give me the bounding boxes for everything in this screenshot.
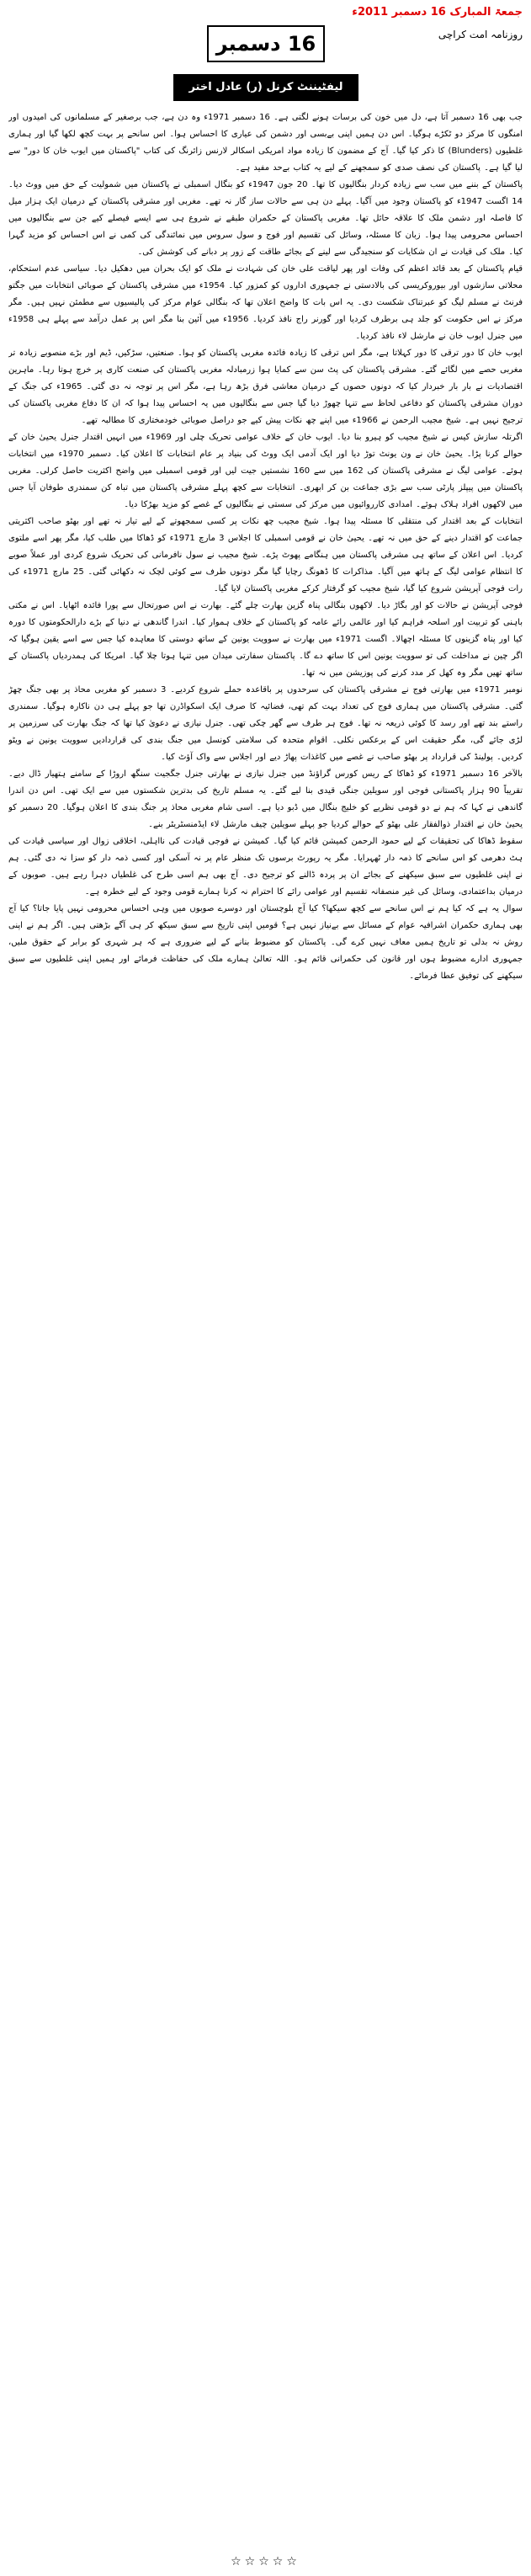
article-body bbox=[8, 109, 523, 2547]
article-title: 16 دسمبر bbox=[207, 25, 325, 62]
paragraph: بالآخر 16 دسمبر 1971ء کو ڈھاکا کے ریس کورس گراؤنڈ میں جنرل نیازی نے بھارتی جنرل جگجیت سنگھ اروڑا کے سامنے ہتھیار ڈال دیے۔ تقریباً 90 ہزار پاکستانی فوجی اور سویلین جنگی قیدی بنا لیے گئے۔ یہ مسلم تاریخ کی بدترین شکستوں میں سے ایک تھی۔ اس دن اندرا گاندھی نے کہا کہ ہم نے دو قومی نظریے کو خلیج بنگال میں ڈبو دیا ہے۔ اسی شام مغربی محاذ پر جنگ بندی کا اعلان ہوگیا۔ 20 دسمبر کو یحییٰ خان نے اقتدار ذوالفقار علی بھٹو کے حوالے کردیا جو پہلے سویلین چیف مارشل لاء ایڈمنسٹریٹر بنے۔ bbox=[8, 769, 523, 829]
author-byline: لیفٹیننٹ کرنل (ر) عادل اختر bbox=[173, 74, 358, 101]
dateline: جمعۃ المبارک 16 دسمبر 2011ء bbox=[352, 6, 523, 19]
paragraph: اگرتلہ سازش کیس نے شیخ مجیب کو ہیرو بنا دیا۔ ایوب خان کے خلاف عوامی تحریک چلی اور 1969ء میں انہیں اقتدار جنرل یحییٰ خان کے حوالے کرنا پڑا۔ یحییٰ خان نے ون یونٹ توڑ دیا اور ایک آدمی ایک ووٹ کی بنیاد پر عام انتخابات کا اعلان کیا۔ دسمبر 1970ء میں انتخابات ہوئے۔ عوامی لیگ نے مشرقی پاکستان کی 162 میں سے 160 نشستیں جیت لیں اور قومی اسمبلی میں واضح اکثریت حاصل کرلی۔ مغربی پاکستان میں پیپلز پارٹی سب سے بڑی جماعت بن کر ابھری۔ انتخابات سے کچھ پہلے مشرقی پاکستان میں تباہ کن سمندری طوفان آیا جس میں لاکھوں افراد ہلاک ہوئے۔ امدادی کارروائیوں میں مرکز کی سستی نے بنگالیوں کے غصے کو مزید بھڑکا دیا۔ bbox=[8, 433, 523, 509]
paragraph: فوجی آپریشن نے حالات کو اور بگاڑ دیا۔ لاکھوں بنگالی پناہ گزین بھارت چلے گئے۔ بھارت نے اس صورتحال سے پورا فائدہ اٹھایا۔ اس نے مکتی باہنی کو تربیت اور اسلحہ فراہم کیا اور عالمی رائے عامہ کو پاکستان کے خلاف ہموار کیا۔ اندرا گاندھی نے دنیا کے بڑے دارالحکومتوں کا دورہ کیا اور پناہ گزینوں کا مسئلہ اچھالا۔ اگست 1971ء میں بھارت نے سوویت یونین کے ساتھ دوستی کا معاہدہ کیا جس سے اسے یقین ہوگیا کہ اگر چین نے مداخلت کی تو سوویت یونین اس کا ساتھ دے گا۔ پاکستان سفارتی میدان میں تنہا ہوتا چلا گیا۔ امریکا کی ہمدردیاں پاکستان کے ساتھ تھیں مگر وہ کھل کر مدد کرنے کی پوزیشن میں نہ تھا۔ bbox=[8, 601, 523, 678]
paragraph: قیام پاکستان کے بعد قائد اعظم کی وفات اور پھر لیاقت علی خان کی شہادت نے ملک کو ایک بحران میں دھکیل دیا۔ سیاسی عدم استحکام، محلاتی سازشوں اور بیوروکریسی کی بالادستی نے جمہوری اداروں کو کمزور کیا۔ 1954ء میں مشرقی پاکستان کے صوبائی انتخابات میں جگتو فرنٹ نے مسلم لیگ کو عبرتناک شکست دی۔ یہ اس بات کا واضح اعلان تھا کہ بنگالی عوام مرکز کی پالیسیوں سے مطمئن نہیں ہیں۔ مگر مرکز نے اس حکومت کو جلد ہی برطرف کردیا اور گورنر راج نافذ کردیا۔ 1956ء میں آئین بنا مگر اس پر عمل درآمد سے پہلے ہی 1958ء میں جنرل ایوب خان نے مارشل لاء نافذ کردیا۔ bbox=[8, 264, 523, 341]
paragraph: نومبر 1971ء میں بھارتی فوج نے مشرقی پاکستان کی سرحدوں پر باقاعدہ حملے شروع کردیے۔ 3 دسمبر کو مغربی محاذ پر بھی جنگ چھڑ گئی۔ مشرقی پاکستان میں ہماری فوج کی تعداد بہت کم تھی، فضائیہ کا صرف ایک اسکواڈرن تھا جو پہلے ہی دن ناکارہ ہوگیا۔ سمندری راستے بند تھے اور رسد کا کوئی ذریعہ نہ تھا۔ فوج ہر طرف سے گھر چکی تھی۔ جنرل نیازی نے دعویٰ کیا تھا کہ جنگ بھارت کی سرزمین پر لڑی جائے گی، مگر حقیقت اس کے برعکس نکلی۔ اقوام متحدہ کی سلامتی کونسل میں جنگ بندی کی قراردادیں سوویت یونین نے ویٹو کردیں۔ پولینڈ کی قرارداد پر بھٹو صاحب نے غصے میں کاغذات پھاڑ دیے اور اجلاس سے واک آؤٹ کیا۔ bbox=[8, 685, 523, 762]
paragraph: پاکستان کے بننے میں سب سے زیادہ کردار بنگالیوں کا تھا۔ 20 جون 1947ء کو بنگال اسمبلی نے پاکستان میں شمولیت کے حق میں ووٹ دیا۔ 14 اگست 1947ء کو پاکستان وجود میں آگیا۔ پہلے دن ہی سے حالات ساز گار نہ تھے۔ مغربی اور مشرقی پاکستان کے درمیان ایک ہزار میل کا فاصلہ اور دشمن ملک کا علاقہ حائل تھا۔ مغربی پاکستان کے حکمران طبقے نے شروع ہی سے ایسے فیصلے کیے جن سے بنگالیوں میں احساس محرومی پیدا ہوا۔ زبان کا مسئلہ، وسائل کی تقسیم اور فوج و سول سروس میں نمائندگی کی کمی نے اس احساس کو مزید گہرا کیا۔ ملک کی قیادت نے ان شکایات کو سنجیدگی سے لینے کے بجائے طاقت کے زور پر دبانے کی کوشش کی۔ bbox=[8, 180, 523, 257]
end-of-article-mark: ☆☆☆☆☆ bbox=[231, 2555, 300, 2568]
paragraph: انتخابات کے بعد اقتدار کی منتقلی کا مسئلہ پیدا ہوا۔ شیخ مجیب چھ نکات پر کسی سمجھوتے کے لیے تیار نہ تھے اور بھٹو صاحب اکثریتی جماعت کو اقتدار دینے کے حق میں نہ تھے۔ یحییٰ خان نے قومی اسمبلی کا اجلاس 3 مارچ 1971ء کو ڈھاکا میں طلب کیا، مگر پھر اسے ملتوی کردیا۔ اس اعلان کے ساتھ ہی مشرقی پاکستان میں ہنگامے پھوٹ پڑے۔ شیخ مجیب نے سول نافرمانی کی تحریک شروع کردی اور عملاً صوبے کا انتظام عوامی لیگ کے ہاتھ میں آگیا۔ مذاکرات کا ڈھونگ رچایا گیا مگر دونوں طرف سے کوئی لچک نہ دکھائی گئی۔ 25 مارچ 1971ء کی رات فوجی آپریشن شروع کیا گیا، شیخ مجیب کو گرفتار کرکے مغربی پاکستان لایا گیا۔ bbox=[8, 517, 523, 593]
paragraph: جب بھی 16 دسمبر آتا ہے، دل میں خون کی برسات ہونے لگتی ہے۔ 16 دسمبر 1971ء وہ دن ہے، جب برصغیر کے مسلمانوں کی امیدوں اور امنگوں کا مرکز دو ٹکڑے ہوگیا۔ اس دن ہمیں اپنی بےبسی اور دشمن کی عیاری کا احساس ہوا۔ اس سانحے پر بہت کچھ لکھا گیا اور ہماری غلطیوں (Blunders) کا ذکر کیا گیا۔ آج کے مضمون کا زیادہ مواد امریکی اسکالر لارنس زائرنگ کی کتاب "پاکستان میں ایوب خان کا دور" سے لیا گیا ہے۔ پاکستان کی نصف صدی کو سمجھنے کے لیے یہ کتاب بےحد مفید ہے۔ bbox=[8, 113, 523, 173]
newspaper-source: روزنامہ امت کراچی bbox=[438, 29, 523, 40]
paragraph: ایوب خان کا دور ترقی کا دور کہلاتا ہے، مگر اس ترقی کا زیادہ فائدہ مغربی پاکستان کو ہوا۔ صنعتیں، سڑکیں، ڈیم اور بڑے منصوبے زیادہ تر مغربی حصے میں لگائے گئے۔ مشرقی پاکستان کی پٹ سن سے کمایا ہوا زرمبادلہ مغربی پاکستان کی صنعت کاری پر خرچ ہوتا رہا۔ ماہرین اقتصادیات نے بار بار خبردار کیا کہ دونوں حصوں کے درمیان معاشی فرق بڑھ رہا ہے، مگر اس پر توجہ نہ دی گئی۔ 1965ء کی جنگ کے دوران مشرقی پاکستان کو دفاعی لحاظ سے تنہا چھوڑ دیا گیا جس سے بنگالیوں میں یہ احساس پیدا ہوا کہ ان کا دفاع مغربی پاکستان کی ترجیح نہیں ہے۔ شیخ مجیب الرحمن نے 1966ء میں اپنے چھ نکات پیش کیے جو دراصل صوبائی خودمختاری کا مطالبہ تھے۔ bbox=[8, 349, 523, 425]
paragraph: سقوط ڈھاکا کی تحقیقات کے لیے حمود الرحمن کمیشن قائم کیا گیا۔ کمیشن نے فوجی قیادت کی نااہلی، اخلاقی زوال اور سیاسی قیادت کی ہٹ دھرمی کو اس سانحے کا ذمہ دار ٹھہرایا۔ مگر یہ رپورٹ برسوں تک منظر عام پر نہ آسکی اور کسی ذمہ دار کو سزا نہ دی گئی۔ ہم نے اپنی غلطیوں سے سبق سیکھنے کے بجائے ان پر پردہ ڈالنے کو ترجیح دی۔ آج بھی ہم اسی طرح کی غلطیاں دہرا رہے ہیں۔ صوبوں کے درمیان بداعتمادی، وسائل کی غیر منصفانہ تقسیم اور عوامی رائے کا احترام نہ کرنا ہمارے قومی وجود کے لیے خطرہ ہے۔ bbox=[8, 837, 523, 897]
paragraph: سوال یہ ہے کہ کیا ہم نے اس سانحے سے کچھ سیکھا؟ کیا آج بلوچستان اور دوسرے صوبوں میں وہی احساس محرومی نہیں پایا جاتا؟ کیا آج بھی ہماری حکمران اشرافیہ عوام کے مسائل سے بےنیاز نہیں ہے؟ قومیں اپنی تاریخ سے سبق سیکھ کر ہی آگے بڑھتی ہیں۔ اگر ہم نے اپنی روش نہ بدلی تو تاریخ ہمیں معاف نہیں کرے گی۔ پاکستان کو مضبوط بنانے کے لیے ضروری ہے کہ ہر شہری کو برابر کے حقوق ملیں، جمہوری ادارے مضبوط ہوں اور قانون کی حکمرانی قائم ہو۔ اللہ تعالیٰ ہمارے ملک کی حفاظت فرمائے اور ہمیں اپنی غلطیوں سے سبق سیکھنے کی توفیق عطا فرمائے۔ bbox=[8, 904, 523, 981]
